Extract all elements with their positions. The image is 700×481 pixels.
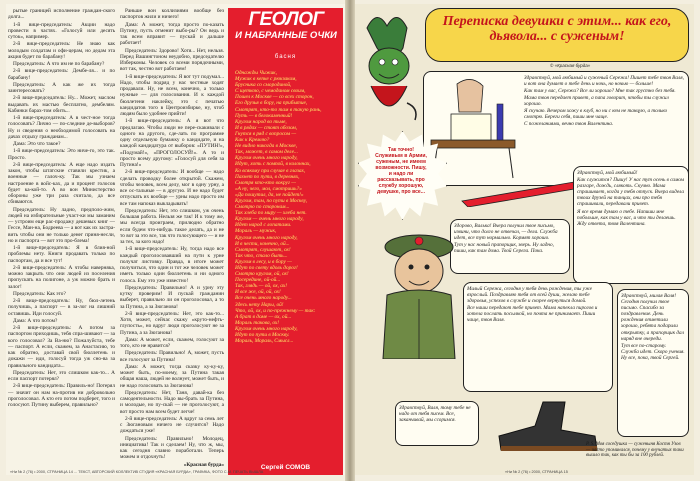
fable-line: Однажды Чижик, [235,70,277,76]
fable-line: Так, может, в самом деле... [235,149,298,156]
paragraph: Председатель: Нет, это слишком, уж очень большая работа. Нельзя же так! И к тому же, мы всегда проиграем, прилюдно обратно если будем что-нибудь такое делать, да и не то вот за это все, так что голосующего — и не за тех, за кого надо! [120,207,224,245]
letter-paragraph: Все наши передают тебе привет. Мама напекла пирогов и хотела послать посылкой, но почта не принимает. Пиши чаще, твоя Валя. [467,305,598,324]
fable-line: Идут, хоть с помпой, в колоннах, [235,161,311,168]
starburst-text: Так точно! Служивым в Армии, суженым, не имеем возможности. Пишу, и надо ли рассказывать, про службу хорошую, девушке, про все... [375,147,427,195]
right-footer: «Ни № 2 (76) • 2000, СТРАНИЦА 15 [505,470,568,474]
fable-line: Кругом очень много народу, [235,325,298,332]
fable-line: Пошел к Москве — со всех сторон, [235,94,314,101]
paragraph: 1-й вице-председатель: Это ниче-го, это так. Просто. [8,148,115,161]
text-column-2 [120,8,224,470]
fable-title [232,10,340,41]
fable-line: Все очень много народу... [235,295,292,302]
soldier-illustration [375,219,463,359]
signature: «Красная бурда» [183,461,224,468]
letter-paragraph: Тут все по-старому. Служба идет. Скоро учения. Ну все, пока, твой Сергей. [621,342,685,361]
fable-line: Смотря кто-кто вокруг — [235,179,296,186]
fable-panel [228,8,343,475]
fable-line: Кругом — очень много народу, [235,216,304,223]
spine-gutter [345,0,355,481]
fable-line: «Да пошутил, да, не пойдет!» [235,191,304,198]
fable-line: Здесь нету Нары, ой! [235,301,284,308]
paragraph: Председатель: А как же их тогда заинтересовать? [8,81,115,94]
devil-illustration [357,8,423,128]
paragraph: 1-й вице-председатель: Акции надо провести в частях. «Голосуй или десять суток», например. [8,21,115,40]
letter-paragraph: С пожеланиями, вечно твоя Валентина. [524,121,614,128]
fable-text [235,70,336,344]
fable-author: Сергей СОМОВ [260,464,311,471]
letter-paragraph: Здравствуй, мой любимый и суженый Сережа! Пишет тебе твоя Валя, и вот она думает о тебе день и ночь, но ночью — больше! [524,75,684,88]
fable-line: Кругом в лесу, и в бору — [235,258,292,265]
letter-paragraph: Милый Сережа, сегодня у тебя день рождения, ты уже взрослый. Поздравляю тебя от всей души, желаю тебе здоровья, успехов в службе и скорее вернуться домой. [467,286,592,305]
letter-4 [463,282,613,392]
paragraph: 2-й вице-председатель: Ну... Может, маслом выдавать их мастью бесплатно, дембелям. Кабинки барах-том обить... [8,95,115,114]
paragraph: 1-й вице-председатель: Я в блия-ной проблемы нету. Книги продавать только по паспортам, да и все тут! [8,245,115,264]
letter-paragraph: Здравствуй, мой любимый! [577,170,638,176]
right-page [355,4,694,475]
headline: Переписка девушки с этим... как его, дьявола... с суженым! [442,14,672,44]
paragraph: 2-й вице-председатель: Правиль-но! Потерял — значит он нам на-против ни добровольно проголосовал. А кто его потом подберет, того и голосуют. Путину выберем, правильно? [8,383,115,408]
fable-line: Смотрят, слушают, ох! [235,246,291,253]
paragraph: 2-й вице-председатель: Нет, это как-то... Хотя, может, сейчас скажу «круто-нефть-глупость», но вдруг люди проголосуют не за Путина, а за Зюганова! [120,310,224,336]
letter-paragraph: Как служится? Пишу! У нас тут осень в самом разгаре, дождь, слякоть. Скучно. Мама спрашивает, когда у тебя отпуск. Вчера видела твоих друзей на танцах, они про тебя спрашивали, передавали привет. [577,177,684,208]
paragraph: Дама: Это что такое? [13,141,61,147]
letter-5 [617,289,689,437]
fable-line: Идут по свету вдоль дорог! [235,265,298,271]
fable-line: Мораль — мужик, [235,228,277,235]
rubric-credit: © «Красная бурда» [550,63,591,68]
fable-genre: басня [274,54,297,60]
letter-paragraph: Я все время думаю о тебе. Напиши мне побольше, как там у вас, и что ты делаешь. Жду ответа, твоя Валентина. [577,208,676,227]
fable-line: Смотрят, кто-то там в такую рань, [235,106,322,113]
paragraph: 1-й вице-председатель: Ну, тогда надо все каждый проголосовавший на пути к урне получат листовку. Правда, в итоге может получиться, что один и тот же человек может иметь только один бюллетень и ни одного голоса. Ему это уже известно! [120,246,224,284]
letter-paragraph: Тут у нас новый прапорщик, зверь. Ну ладно, пиши, как там дома. Твой Серега. Пока. [454,242,554,255]
headline-banner [425,8,689,62]
paragraph: Дама: А может, тогда просто по-казать Путину, пусть отменит выбо-ры? Он ведь и так всем вправит — пускай и дальше работает! [120,21,224,47]
paragraph: 2-й вице-председатель: А вдруг за семь лет с Зюгановым ничего не случится? Надо дождаться уже! [120,415,224,435]
fable-line: Брусника со смородиной, [235,82,292,89]
fable-line: А брат в доме — ох, ой... [235,313,292,320]
paragraph: Дама: А может, если, скажем, голосуют за того, кто не нравится? [120,336,224,349]
paragraph: 1-й вице-председатель: А я вот что предлагаю. Чтобы люди не пере-скакивали с одного на другого, сде-лать по программе одну отдельную бумажку о кандидате, и на каждой кандидатура от выборов: «ПУТИН!», «Подумай!», «ПРОГОЛОСУЙ!». А то и просто всему другому: «Голосуй для себя за Путина!» [120,118,224,168]
paragraph: Председатель: Как это? [13,290,66,297]
paragraph: 2-й вице-председатель: Не знаю как молодым солдатам и офи-церам, но дедам эта акция будет по барабану! [8,41,115,60]
paragraph: Дама: А может, тогда сказку ку-ку-ку, может быть, по-моему, за Путина такая общая наша, людей не волнует, может быть, и не надо голосовать за Зюганова! [120,363,224,389]
letter-paragraph: Здорово, Валька! Вчера получил твое письмо, извини, что долго не отвечал, — дела. Служба идет, все тут нормально. Кормят хорошо. [454,223,558,242]
fable-line: Кругом народ во тьме, [235,118,287,125]
fable-line: Путь — в белокаменный! [235,112,293,119]
paragraph: рытые границей исполнение граждан-ского долга... [8,8,115,21]
paragraph: 2-й вице-председатель: А потом за паспортом приходишь, тебя спра-шивают — за кого голосовал? За Ва-ню? Пожалуйста, тебе — паспорт. А если, скажем, за Анастасию, то как обратно, доставай свой бюллетень и докажи — иди, голосуй тогда уж сно-ва за правильного кандидата... [8,325,115,369]
letter-paragraph: Я скучаю. Вечером хожу в клуб, но ни с кем не танцую, а только смотрю. Береги себя, пиши мне чаще. [524,108,668,121]
fable-line: И в рядах — стоят обозом, [235,124,298,131]
letter-6 [395,401,479,446]
fable-line: И все же, ой, ой, ох! [235,289,281,296]
text-column-1 [8,8,115,470]
fable-line: Ко всякому при случае в глазах, [235,167,306,174]
fable-line: Кругом очень много народу, [235,155,298,162]
fable-line: Мораль, Мораль, Смысл... [235,338,294,345]
paragraph: Председатель: Правильно! А и урну эту кутку проверим! И пускай гражданин выберет, правильно ли он проголосовал, а то за Путина, а за Зюганова! [120,284,224,310]
fable-line: И в чести, конечно, ой... [235,240,290,247]
paragraph: Дама: А что потом? [13,317,58,324]
left-footer: «Ни № 2 (76) • 2000, СТРАНИЦА 14 ... ТЕКСТ, АВТОРСКИЙ КОЛЛЕКТИВ СТУДИЯ «КРАСНАЯ БУРДА», ГРАФИКА, ФОТО С.М. ПЕЧАТЬ ВЫШЛА [10,470,264,474]
paragraph: Раньше вон коллизиями вообще без паспортов жили и ничего! [120,8,224,21]
paragraph: Председатель: Правильно! А, может, пусть все голосуют за Путина! [120,350,224,363]
fable-line: Смотрю по сторонам... [235,204,290,211]
fable-line: Смотрю кругом, ой, ох! [235,271,289,278]
fable-line: С щеткою, с чемоданом своим, [235,88,306,95]
fable-line: Кругом очень много народу, [235,234,298,241]
fable-title-line2: И НАБРАННЫЕ ОЧКИ [235,30,337,41]
letter-3 [573,166,689,284]
paragraph: Председатель: Нет, Таня, давай-ка без самодеятельности. Надо вы-брать за Путина, и молодые, но пу-скай — не проголосуют, а вот просто нам всем будет легче! [120,389,224,415]
fable-line: Пахнет по пути, в деревнях, [235,173,300,180]
fable-line: Как к Кремлю? [235,137,270,144]
paragraph: Председатель: А что им не по барабану? [13,61,105,67]
paragraph: 2-й вице-председатель: И вообще — надо сделать проводку более открытой. Скажем, чтобы человек, всем делу, мог в одну урну, а все ос-тальные — в другую. И не надо будет отпускать их вообще — урны надо просто им все там напоказ выкладывать! [120,169,224,207]
paragraph: 2-й вице-председатель: Дембе-ля... и по барабану! [8,68,115,81]
paragraph: Председатель: Правильно! Молодец, инициатива! Так и сделаем! Ну, что ж, мы, как сегодня славно поработали. Теперь можем и отдохнуть! [120,435,224,461]
paragraph: 2-й вице-председатель: Ну, бюл-летень получишь, а паспорт — в за-лог на лишний оставишь. Иди голосуй. [8,298,115,317]
fable-line: Гнутся в ряд с вопросом — [235,130,297,137]
letter-paragraph: Как там у вас, Сережа? Все ли хорошо? Мне так грустно без тебя. Мама твоя передает привет, а папа говорит, чтобы ты служил хорошо. [524,88,676,107]
fable-line: Так хлеба по миру — хлеба нет. [235,210,307,217]
letter-paragraph: Здравствуй, Валя, тому тебе не надо от тебя писем. Все, заканчивай, мы ссоримся. [399,405,471,424]
paragraph: 2-й вице-председатель: А еще надо издать закон, чтобы штатские ставили крестик, а военные — галоч-ку. Так мы узнаем настроение в войс-ках, да и процент голосов будет ка-кой-то. А во вон Министерство обороны уже три раза считало, да все сбиваются. [8,161,115,206]
fable-line: Идет народ с лопатами. [235,222,292,229]
fable-line: Мужик в кепке с рюкзаком, [235,76,297,83]
letter-paragraph: Здравствуй, милая Валя! Сегодня получил твое письмо. Спасибо за поздравление. День рождения отметили хорошо, ребята подарили открытку, а прапорщик дал наряд вне очереди. [621,293,684,342]
fable-line: Так что, стало быть... [235,252,288,259]
paragraph: 1-й вице-председатель: Я вот тут подумал... Надо, чтобы подряд у нас честные ходят продавали. Ну, не всем, конечно, а только нужные — для голосования. И к каждой бюллетени наклейку, это с печатью кандидатов того в Центроизбирке, ну, чтоб людям было удобнее прийти! [120,73,224,117]
paragraph: Председатель: Ну ладно, предполо-жим, людей на избирательные участ-ки мы заманим — устроим еще рас-продажу дешевых книг — Гессе, Ман-на, Бодреева — а вот как их застра-вить чтобы они не только денег приня-несли, но и паспорта — вот это про-блема! [8,206,115,244]
paragraph: 2-й вице-председатель: А чтобы наверняка, можно закрыть что они людей из поселения пропускать на полигоне, а уж можно брать и залог! [8,264,115,290]
fable-line: Кругом, там, по пути в Москву, [235,197,308,204]
fable-line: Мораль такова, ох! [235,319,280,326]
paragraph: 1-й вице-председатель: А в чест-ное тогда голосовать? Лично — по-следние де-выборов? Ну и сведения о необходимой голосовать на дачах отдыху гражданам... [8,115,115,140]
postscript: P. S. Моя соседушка — суженыня Костя Узов — часто упоминался, почему у внучатых таки вышло так, как ты бы за 100 рублей. [586,442,684,459]
left-page [6,4,345,475]
fable-title-line1: ГЕОЛОГ [248,9,324,30]
fable-line: Так, глядь — ой, ох, ах! [235,283,287,290]
paragraph: Председатель: Нет, это слишком как-то... А если паспорт потерял? [8,369,115,382]
fable-line: Что, ой, ох, и по-прежнему — так: [235,307,316,314]
paragraph: Председатель: Здорово! Хотя... Нет, нельзя. Перед Вашингтоном неудобно, председателю Изберкомы. Человек со всеми порядочными, вот так, честно вот работаем! [120,47,224,73]
fable-line: Его друзья в бору, на прибытие, [235,100,308,107]
fable-line: Идут по пути в Москву. [235,332,290,339]
fable-line: Не видно никогда в Москве, [235,143,298,150]
fable-line: Посередине, ой-ой... [235,277,281,284]
fable-line: «А ну, чего, мол, смотришь?» [235,185,302,192]
letter-2 [450,219,570,274]
